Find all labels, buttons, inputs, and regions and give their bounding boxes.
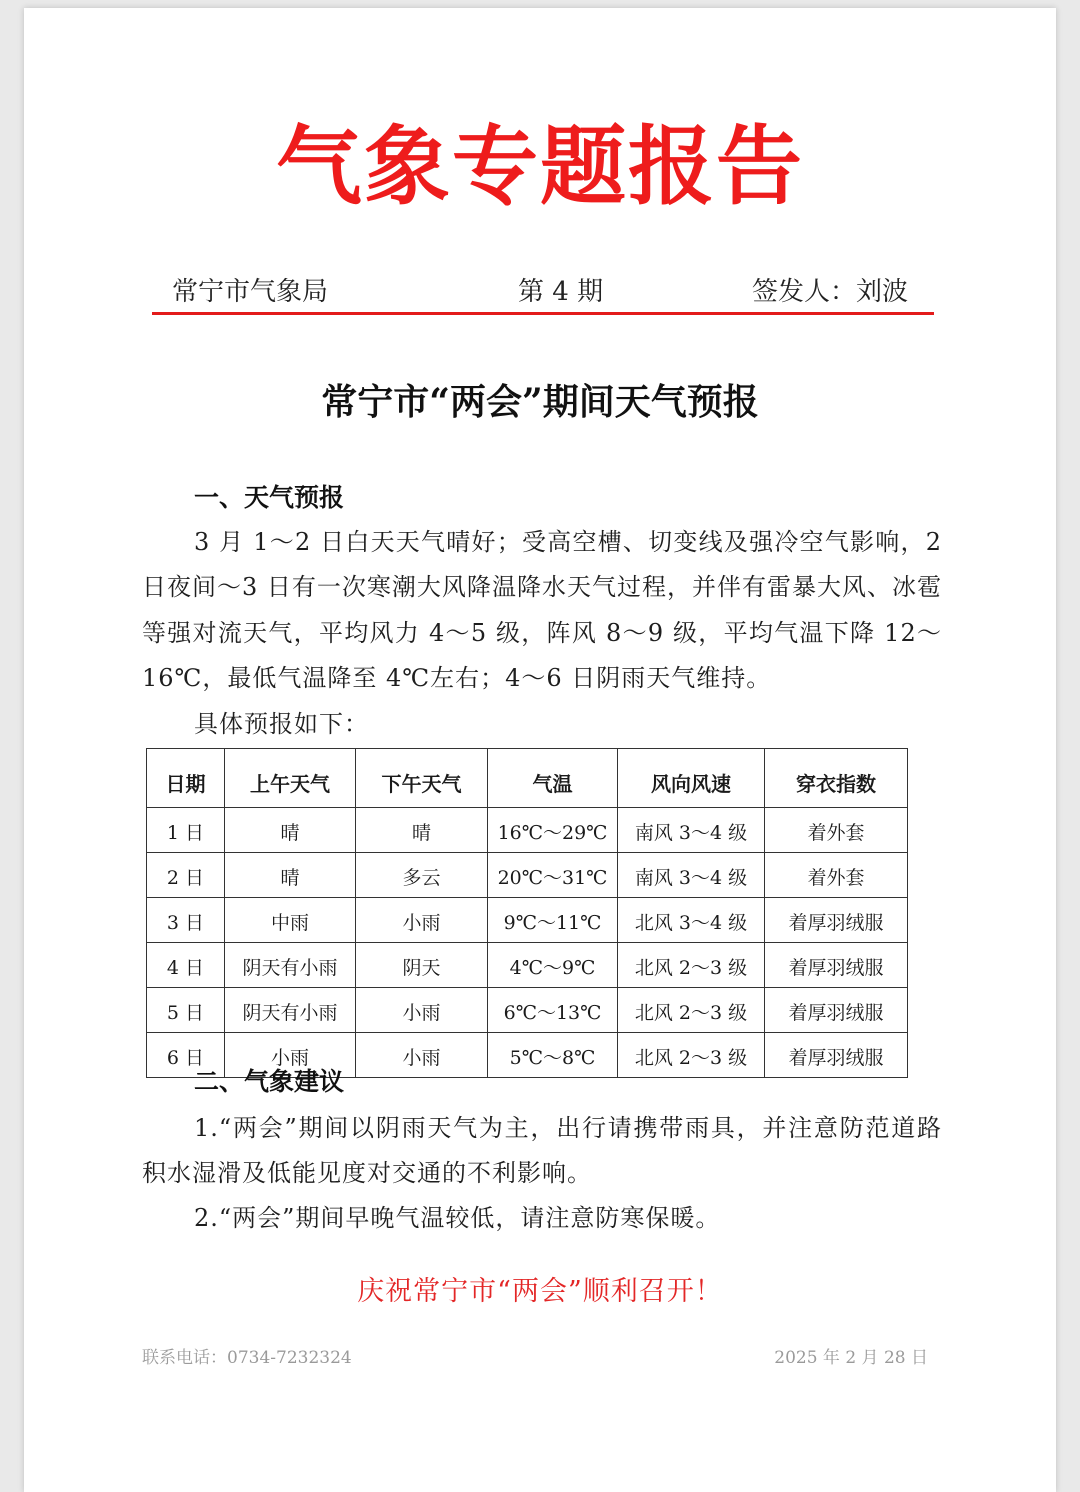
cell-clothing-index: 着厚羽绒服 (765, 1033, 908, 1078)
table-row (147, 988, 908, 1033)
cell-afternoon-weather: 小雨 (356, 988, 488, 1033)
cell-wind: 南风 3～4 级 (618, 808, 765, 853)
cell-clothing-index: 着厚羽绒服 (765, 988, 908, 1033)
header-date: 日期 (147, 749, 225, 808)
cell-clothing-index: 着厚羽绒服 (765, 898, 908, 943)
cell-afternoon-weather: 多云 (356, 853, 488, 898)
cell-morning-weather: 晴 (225, 853, 356, 898)
header-wind: 风向风速 (618, 749, 765, 808)
cell-afternoon-weather: 阴天 (356, 943, 488, 988)
cell-morning-weather: 小雨 (225, 1033, 356, 1078)
header-temperature: 气温 (488, 749, 618, 808)
signer: 签发人：刘波 (752, 277, 909, 307)
cell-wind: 北风 2～3 级 (618, 943, 765, 988)
cell-afternoon-weather: 小雨 (356, 898, 488, 943)
document-title: 常宁市“两会”期间天气预报 (321, 381, 759, 423)
advice-item-1: 1.“两会”期间以阴雨天气为主，出行请携带雨具，并注意防范道路积水湿滑及低能见度对交通的不利影响。 (142, 1114, 942, 1188)
cell-morning-weather: 中雨 (225, 898, 356, 943)
cell-afternoon-weather: 小雨 (356, 1033, 488, 1078)
header-morning-weather: 上午天气 (225, 749, 356, 808)
cell-morning-weather: 晴 (225, 808, 356, 853)
forecast-table (146, 748, 908, 1078)
cell-temperature: 20℃～31℃ (488, 853, 618, 898)
cell-temperature: 4℃～9℃ (488, 943, 618, 988)
table-row (147, 853, 908, 898)
cell-clothing-index: 着外套 (765, 853, 908, 898)
closing-slogan: 庆祝常宁市“两会”顺利召开！ (357, 1276, 723, 1307)
forecast-subheading: 具体预报如下： (194, 710, 369, 738)
cell-temperature: 5℃～8℃ (488, 1033, 618, 1078)
cell-clothing-index: 着外套 (765, 808, 908, 853)
cell-wind: 北风 3～4 级 (618, 898, 765, 943)
issue-number: 第 4 期 (518, 277, 604, 307)
cell-temperature: 6℃～13℃ (488, 988, 618, 1033)
section-heading-advice: 二、气象建议 (194, 1067, 345, 1096)
cell-morning-weather: 阴天有小雨 (225, 988, 356, 1033)
cell-wind: 北风 2～3 级 (618, 1033, 765, 1078)
table-row (147, 943, 908, 988)
advice-item-2: 2.“两会”期间早晚气温较低，请注意防寒保暖。 (194, 1204, 721, 1232)
cell-date: 4 日 (147, 943, 225, 988)
table-row (147, 808, 908, 853)
cell-date: 5 日 (147, 988, 225, 1033)
cell-temperature: 16℃～29℃ (488, 808, 618, 853)
cell-morning-weather: 阴天有小雨 (225, 943, 356, 988)
cell-afternoon-weather: 晴 (356, 808, 488, 853)
cell-wind: 北风 2～3 级 (618, 988, 765, 1033)
cell-date: 3 日 (147, 898, 225, 943)
contact-phone: 联系电话：0734-7232324 (142, 1348, 352, 1368)
header-red-rule (152, 312, 934, 315)
issue-date: 2025 年 2 月 28 日 (774, 1348, 928, 1368)
forecast-paragraph: 3 月 1～2 日白天天气晴好；受高空槽、切变线及强冷空气影响，2 日夜间～3 日有一次寒潮大风降温降水天气过程，并伴有雷暴大风、冰雹等强对流天气，平均风力 4～5 级，阵风 8～9 级，平均气温下降 12～16℃，最低气温降至 4℃左右；4～6 日阴雨天气维持。 (142, 528, 942, 692)
header-clothing-index: 穿衣指数 (765, 749, 908, 808)
table-row (147, 898, 908, 943)
cell-clothing-index: 着厚羽绒服 (765, 943, 908, 988)
issuing-agency: 常宁市气象局 (172, 277, 329, 307)
cell-wind: 南风 3～4 级 (618, 853, 765, 898)
cell-date: 1 日 (147, 808, 225, 853)
table-header-row (147, 749, 908, 808)
section-heading-forecast: 一、天气预报 (194, 483, 345, 512)
report-masthead-title: 气象专题报告 (276, 117, 804, 217)
cell-temperature: 9℃～11℃ (488, 898, 618, 943)
cell-date: 6 日 (147, 1033, 225, 1078)
header-afternoon-weather: 下午天气 (356, 749, 488, 808)
cell-date: 2 日 (147, 853, 225, 898)
